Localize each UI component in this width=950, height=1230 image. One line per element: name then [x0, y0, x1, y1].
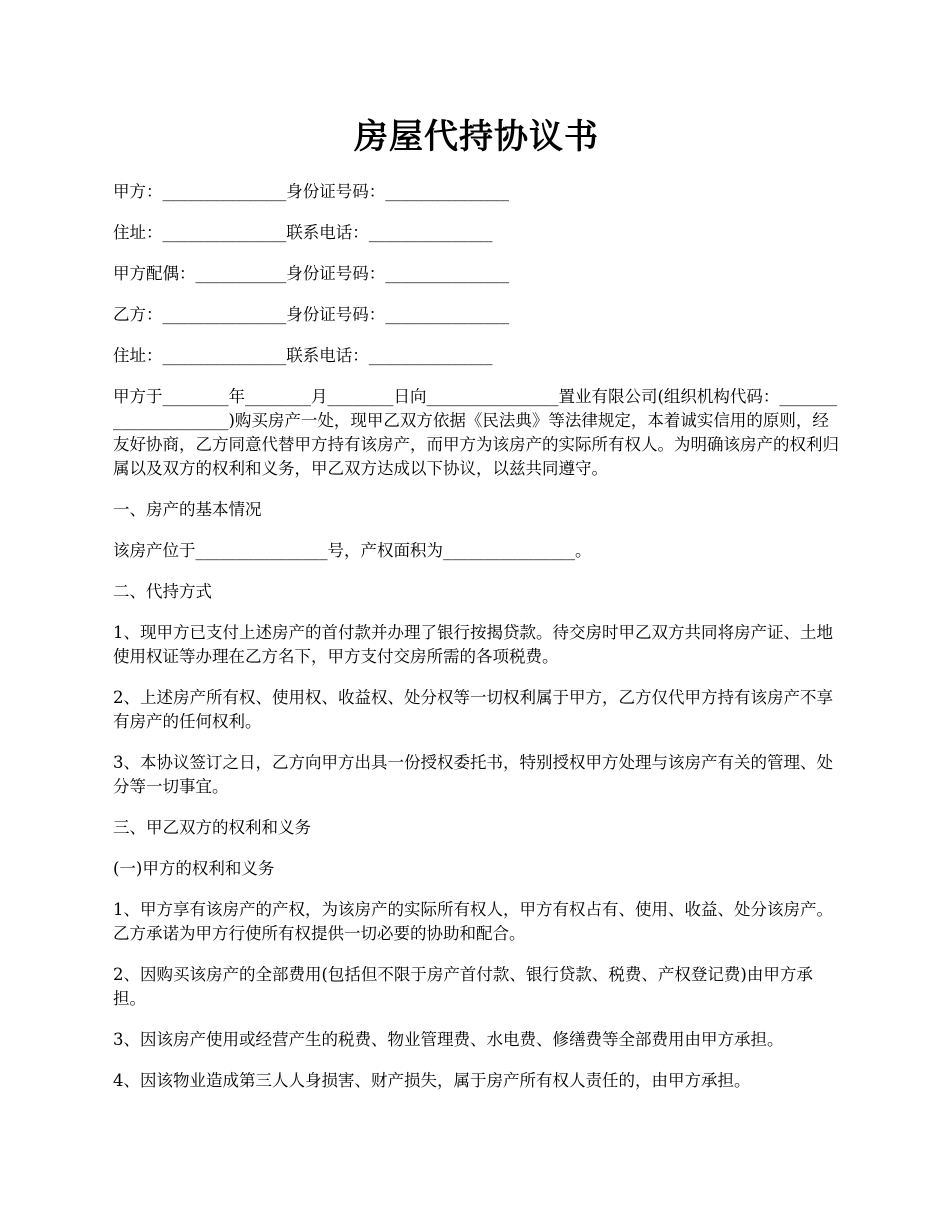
party-b-address-line: 住址：_______________联系电话：_______________: [113, 346, 493, 365]
clause-3-1-3: 3、因该房产使用或经营产生的税费、物业管理费、水电费、修缮费等全部费用由甲方承担。: [113, 1030, 784, 1049]
section-heading-1: 一、房产的基本情况: [113, 500, 262, 519]
clause-2-2: 2、上述房产所有权、使用权、收益权、处分权等一切权利属于甲方，乙方仅代甲方持有该房产不享有房产的任何权利。: [113, 688, 833, 731]
document-page: [113, 108, 840, 1110]
section-heading-2: 二、代持方式: [113, 582, 212, 601]
clause-3-1-4: 4、因该物业造成第三人人身损害、财产损失，属于房产所有权人责任的，由甲方承担。: [113, 1071, 751, 1090]
party-a-line: 甲方：_______________身份证号码：_______________: [113, 182, 509, 201]
preamble-paragraph: 甲方于________年________月________日向________________置业有限公司(组织机构代码：_____________________)购买房产一处，现甲乙双方依据《民法典》等法律规定，本着诚实信用的原则，经友好协商，乙方同意代替甲方持有该房产，而甲方为该房产的实际所有权人。为明确该房产的权利归属以及双方的权利和义务，甲乙双方达成以下协议，以兹共同遵守。: [113, 387, 839, 478]
subsection-heading-3-1: (一)甲方的权利和义务: [113, 859, 275, 878]
clause-2-1: 1、现甲方已支付上述房产的首付款并办理了银行按揭贷款。待交房时甲乙双方共同将房产证、土地使用权证等办理在乙方名下，甲方支付交房所需的各项税费。: [113, 623, 833, 666]
document-title: 房屋代持协议书: [354, 117, 599, 157]
section-heading-3: 三、甲乙双方的权利和义务: [113, 818, 311, 837]
clause-2-3: 3、本协议签订之日，乙方向甲方出具一份授权委托书，特别授权甲方处理与该房产有关的管理、处分等一切事宜。: [113, 753, 833, 796]
party-b-line: 乙方：_______________身份证号码：_______________: [113, 305, 509, 324]
party-a-address-line: 住址：_______________联系电话：_______________: [113, 223, 493, 242]
clause-3-1-1: 1、甲方享有该房产的产权，为该房产的实际所有权人，甲方有权占有、使用、收益、处分该房产。乙方承诺为甲方行使所有权提供一切必要的协助和配合。: [113, 900, 833, 943]
property-location-line: 该房产位于________________号，产权面积为________________。: [113, 541, 592, 560]
clause-3-1-2: 2、因购买该房产的全部费用(包括但不限于房产首付款、银行贷款、税费、产权登记费)由甲方承担。: [113, 965, 813, 1008]
party-a-spouse-line: 甲方配偶：___________身份证号码：_______________: [113, 264, 509, 283]
